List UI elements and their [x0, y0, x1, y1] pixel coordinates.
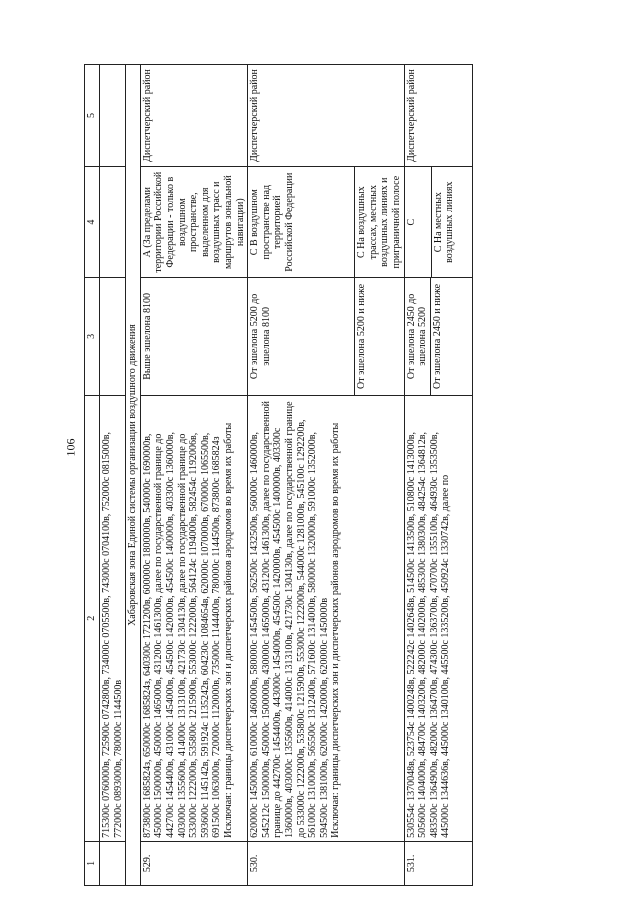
- unit-empty: [100, 65, 126, 167]
- airspace-class-cell: [404, 167, 472, 278]
- zone-title-row: [126, 65, 141, 886]
- header-col-1: 1: [85, 841, 100, 885]
- unit-text: Диспетчерский район: [404, 65, 472, 167]
- exclusion-text: Исключая: границы диспетчерских зон и диспетчерских районов аэродромов во время их работы: [330, 422, 342, 838]
- table-row: [248, 65, 404, 886]
- zone-title: Хабаровская зона Единой системы организации воздушного движения: [126, 65, 141, 886]
- altitude-text: Выше эшелона 8100: [140, 278, 247, 395]
- class-empty: [100, 167, 126, 278]
- header-col-3: 3: [85, 278, 100, 395]
- row-number: 530.: [248, 841, 404, 885]
- airspace-class-text: А (За пределами территории Российской Федерации - только в воздушном пространстве, выделенном для воздушных трасс и маршрутов зональной навигации): [140, 167, 247, 278]
- altitude-cell: [404, 278, 472, 395]
- altitude-text: От эшелона 2450 и ниже: [431, 283, 443, 389]
- table-row: [404, 65, 472, 886]
- boundary-text: 873800c 1685824з, 650000c 1685824з, 640300c 1721200в, 600000c 1800000в, 540000c 1690000в, 450000c 1500000в, 450000c 1465000в, 431200c 1461300в, далее по государственной границе до 442700c 1454400в, 431000c 1454000в, 454500c 1420000в, 454500c 1400000в, 403300c 1360000в, 403000c 1355600в, 414000c 1313100в, 421730c 1304130в, далее по государственной границе до 533000c 1222000в, 535800c 1215900в, 553000c 1222000в, 564124c 1194000в, 582454c 1192006в, 593600c 1145142в, 591924c 1135242в, 604230c 1084654в, 620000c 1070000в, 670000c 1065500в, 691500c 1063000в, 720000c 1120000в, 735000c 1144400в, 780000c 1144500в, 873800c 1685824з: [141, 432, 223, 838]
- airspace-class-text: С В воздушном пространстве над территорией Российской Федерации: [248, 167, 355, 277]
- row-number: 529.: [140, 841, 247, 885]
- airspace-class-text: С На воздушных трассах, местных воздушных линиях и приграничной полосе: [356, 175, 402, 269]
- header-row: [85, 65, 100, 886]
- header-col-2: 2: [85, 395, 100, 841]
- boundary-cell: [140, 395, 247, 841]
- airspace-table: [84, 64, 473, 886]
- page-number: 106: [63, 438, 78, 457]
- airspace-class-text: С: [405, 167, 432, 277]
- table-row-continuation: [100, 65, 126, 886]
- row-number: 531.: [404, 841, 472, 885]
- altitude-empty: [100, 278, 126, 395]
- table-row: [140, 65, 247, 886]
- altitude-cell: [248, 278, 404, 395]
- altitude-text: От эшелона 5200 и ниже: [356, 283, 368, 389]
- boundary-text: 715300c 0760000в, 725900c 0742800в, 734000c 0705500в, 743000c 0704100в, 752000c 0815000в, 772000c 0893000в, 780000c 1144500в: [100, 395, 126, 841]
- airspace-table-rotated: [84, 64, 504, 886]
- exclusion-text: Исключая: границы диспетчерских зон и диспетчерских районов аэродромов во время их работы: [222, 422, 234, 838]
- airspace-class-cell: [248, 167, 404, 278]
- boundary-text: 620000c 1450000в, 610000c 1460000в, 580000c 1454500в, 562500c 1432500в, 560000c 1460000в, 545212c 1500000в, 450000c 1500000в, 430000c 1465000в, 431200c 1461300в, далее по государственной границе до 442700c 1454400в, 443000c 1454000в, 454500c 1420000в, 454500c 1400000в, 403300c 1360000в, 403000c 1355600в, 414000c 1313100в, 421730c 1304130в, далее по государственной границе до 533000c 1222000в, 535800c 1215900в, 553000c 1222000в, 544000c 1281000в, 545100c 1292200в, 561000c 1310000в, 565500c 1312400в, 571600c 1314000в, 580000c 1320000в, 591000c 1352000в, 594500c 1381000в, 620000c 1420000в, 620000c 1450000в: [249, 401, 330, 838]
- boundary-text: 530554c 1370048в, 523754c 1400248в, 522242c 1402648в, 514500c 1413500в, 510800c 1413000в, 505600c 1404000в, 484700c 1403200в, 482000c 1402000в, 485300c 1380300в, 484254c 1364812в, 483500c 1364900в, 482000c 1364700в, 474300c 1363700в, 470700c 1355100в, 464930c 1353500в, 445000c 1344636в, 445000c 1340100в, 445500c 1335200в, 450924c 1330742в, далее по: [404, 395, 472, 841]
- altitude-text: От эшелона 2450 до эшелона 5200: [405, 278, 431, 394]
- unit-text: Диспетчерский район: [248, 65, 404, 167]
- boundary-cell: [248, 395, 404, 841]
- header-col-4: 4: [85, 167, 100, 278]
- row-number-empty: [100, 841, 126, 885]
- unit-text: Диспетчерский район: [140, 65, 247, 167]
- airspace-class-text: С На местных воздушных линиях: [432, 181, 456, 263]
- header-col-5: 5: [85, 65, 100, 167]
- altitude-text: От эшелона 5200 до эшелона 8100: [248, 278, 355, 394]
